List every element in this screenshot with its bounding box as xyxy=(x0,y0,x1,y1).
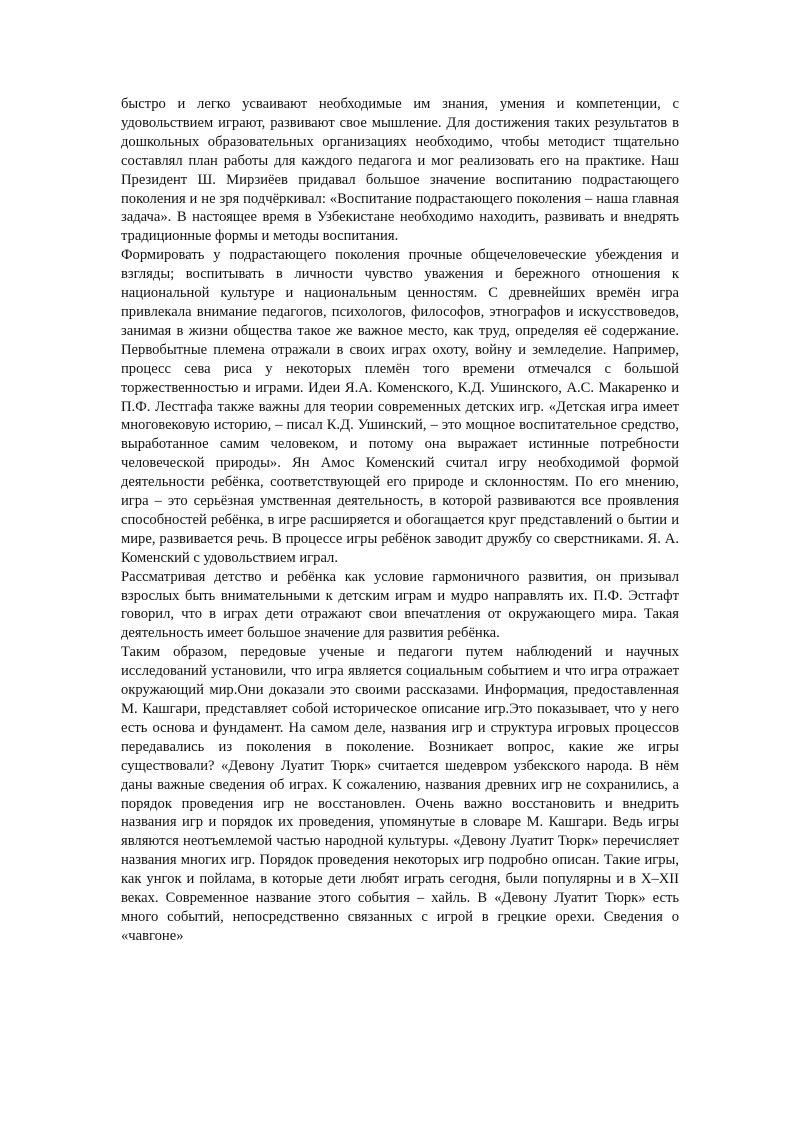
paragraph-1: быстро и легко усваивают необходимые им знания, умения и компетенции, с удовольствием играют, развивают свое мышление. Для достижения таких результатов в дошкольных образовательных организациях необходимо, чтобы методист тщательно составлял план работы для каждого педагога и мог реализовать его на практике. Наш Президент Ш. Мирзиёев придавал большое значение воспитанию подрастающего поколения и не зря подчёркивал: «Воспитание подрастающего поколения – наша главная задача». В настоящее время в Узбекистане необходимо находить, развивать и внедрять традиционные формы и методы воспитания. xyxy=(121,96,679,245)
paragraph-4: Таким образом, передовые ученые и педагоги путем наблюдений и научных исследований установили, что игра является социальным событием и что игра отражает окружающий мир.Они доказали это своими рассказами. Информация, предоставленная М. Кашгари, представляет собой историческое описание игр.Это показывает, что у него есть основа и фундамент. На самом деле, названия игр и структура игровых процессов передавались из поколения в поколение. Возникает вопрос, какие же игры существовали? «Девону Луатит Тюрк» считается шедевром узбекского народа. В нём даны важные сведения об играх. К сожалению, названия древних игр не сохранились, а порядок проведения игр не восстановлен. Очень важно восстановить и внедрить названия игр и порядок их проведения, упомянутые в словаре М. Кашгари. Ведь игры являются неотъемлемой частью народной культуры. «Девону Луатит Тюрк» перечисляет названия многих игр. Порядок проведения некоторых игр подробно описан. Такие игры, как унгок и пойлама, в которые дети любят играть сегодня, были популярны и в X–XII веках. Современное название этого события – хайль. В «Девону Луатит Тюрк» есть много событий, непосредственно связанных с игрой в грецкие орехи. Сведения о «чавгоне» xyxy=(121,644,679,944)
paragraph-2: Формировать у подрастающего поколения прочные общечеловеческие убеждения и взгляды; воспитывать в личности чувство уважения и бережного отношения к национальной культуре и национальным ценностям. С древнейших времён игра привлекала внимание педагогов, психологов, философов, этнографов и искусствоведов, занимая в жизни общества такое же важное место, как труд, определяя её содержание. Первобытные племена отражали в своих играх охоту, войну и земледелие. Например, процесс сева риса у некоторых племён того времени отмечался с большой торжественностью и играми. Идеи Я.А. Коменского, К.Д. Ушинского, А.С. Макаренко и П.Ф. Лестгафа также важны для теории современных детских игр. «Детская игра имеет многовековую историю, – писал К.Д. Ушинский, – это мощное воспитательное средство, выработанное самим человеком, и потому она выражает истинные потребности человеческой природы». Ян Амос Коменский считал игру необходимой формой деятельности ребёнка, соответствующей его природе и склонностям. По его мнению, игра – это серьёзная умственная деятельность, в которой развиваются все проявления способностей ребёнка, в игре расширяется и обогащается круг представлений о бытии и мире, развивается речь. В процессе игры ребёнок заводит дружбу со сверстниками. Я. А. Коменский с удовольствием играл. xyxy=(121,247,679,566)
document-page xyxy=(121,95,679,946)
paragraph-3: Рассматривая детство и ребёнка как условие гармоничного развития, он призывал взрослых быть внимательными к детским играм и мудро направлять их. П.Ф. Эстгафт говорил, что в играх дети отражают свои впечатления от окружающего мира. Такая деятельность имеет большое значение для развития ребёнка. xyxy=(121,568,679,642)
